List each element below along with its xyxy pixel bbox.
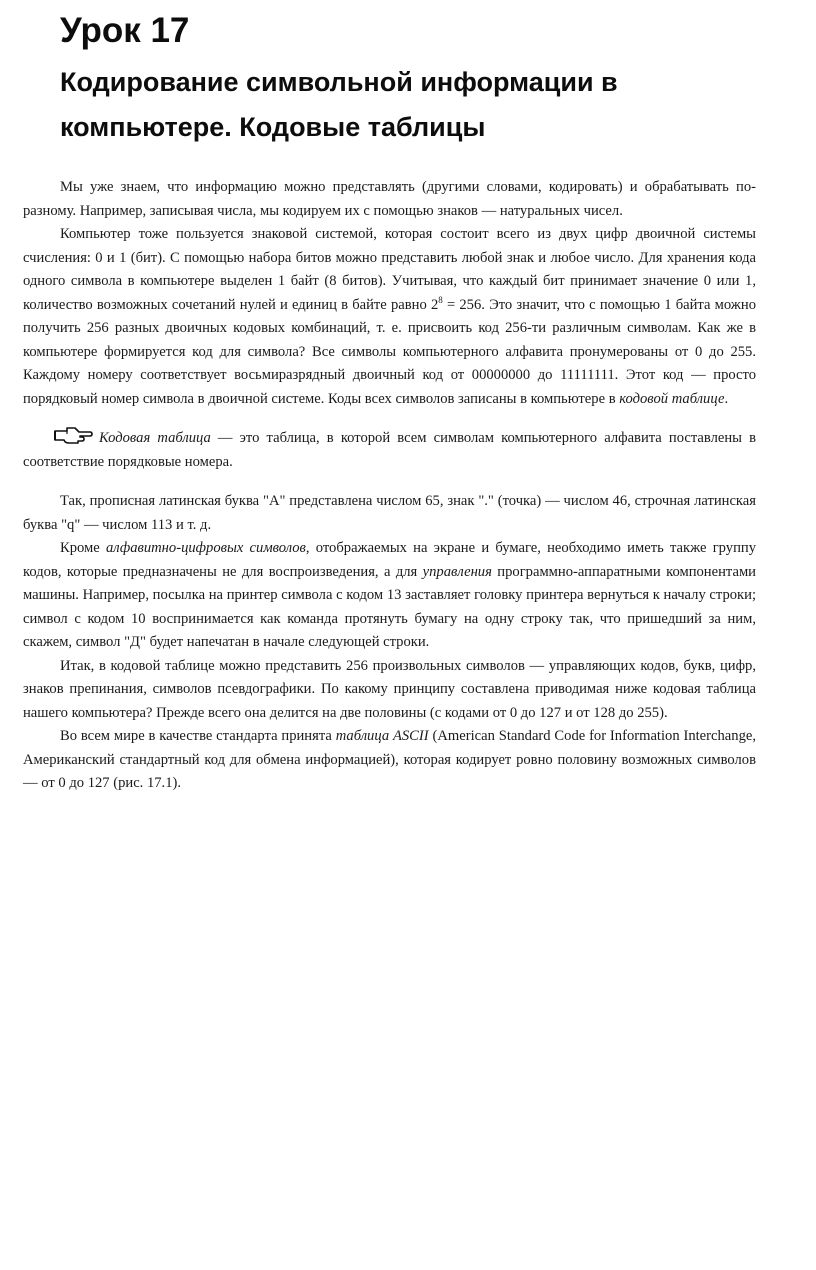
definition-block: [23, 425, 756, 474]
text-fragment: Во всем мире в качестве стандарта принята: [60, 728, 336, 744]
lesson-title: Кодирование символьной информации в компьютере. Кодовые таблицы: [60, 67, 618, 142]
term-control: управления: [422, 563, 492, 580]
text-fragment: , отображаемых на экране и бумаге, необходимо иметь также группу кодов, которые предназначены не для воспроизведения, а для: [23, 540, 756, 580]
text-fragment: = 256. Это значит, что с помощью 1 байта можно получить 256 разных двоичных кодовых комбинаций, т. е. присвоить код 256-ти различным символам. Как же в компьютере формируется код для символа? Все символы компьютерного алфавита пронумерованы от 0 до 255. Каждому номеру соответствует восьмиразрядный двоичный код от 00000000 до 11111111. Этот код — просто порядковый номер символа в двоичной системе. Коды всех символов записаны в компьютере в: [23, 296, 756, 407]
text-fragment: — это таблица, в которой всем символам компьютерного алфавита поставлены в соответствие порядковые номера.: [23, 430, 756, 470]
term-alphanumeric: алфавитно-цифровых символов: [106, 540, 306, 556]
text-fragment: Кроме: [60, 540, 106, 556]
text-fragment: (American Standard Code for Information Interchange, Американский стандартный код для обмена информацией), которая кодирует ровно половину возможных символов — от 0 до 127 (рис. 17.1).: [23, 728, 756, 791]
paragraph-ascii: [23, 725, 756, 796]
paragraph-binary: [23, 223, 756, 411]
term-code-table: кодовой таблице: [619, 390, 725, 407]
paragraph-256-symbols: Итак, в кодовой таблице можно представить 256 произвольных символов — управляющих кодов, букв, цифр, знаков препинания, символов псевдографики. По какому принципу составлена приводимая ниже кодовая таблица нашего компьютера? Прежде всего она делится на две половины (с кодами от 0 до 127 и от 128 до 255).: [23, 657, 756, 721]
text-fragment: .: [724, 390, 729, 407]
paragraph-examples: Так, прописная латинская буква "A" представлена числом 65, знак "." (точка) — числом 46, строчная латинская буква "q" — числом 113 и т. д.: [23, 493, 756, 533]
text-fragment: Компьютер тоже пользуется знаковой системой, которая состоит всего из двух цифр двоичной системы счисления: 0 и 1 (бит). С помощью набора битов можно представить любой знак и любое число. Для хранения кода одного символа в компьютере выделен 1 байт (8 битов). Учитывая, что каждый бит принимает значение 0 или 1, количество возможных сочетаний нулей и единиц в байте равно 2: [23, 226, 756, 313]
text-fragment: программно-аппаратными компонентами машины. Например, посылка на принтер символа с кодом 13 заставляет головку принтера вернуться к началу строки; символ с кодом 10 воспринимается как команда протянуть бумагу на одну строку так, что пришедший за ним, скажем, символ "Д" будет напечатан в начале следующей строки.: [23, 563, 756, 650]
body-text: [23, 176, 756, 796]
paragraph-intro: Мы уже знаем, что информацию можно представлять (другими словами, кодировать) и обрабатывать по-разному. Например, записывая числа, мы кодируем их с помощью знаков — натуральных чисел.: [23, 179, 756, 219]
exponent: 8: [438, 294, 443, 305]
pointing-hand-icon: [53, 425, 93, 445]
lesson-number: Урок 17: [60, 11, 190, 50]
paragraph-control-codes: [23, 537, 756, 655]
term-ascii: таблица ASCII: [335, 728, 429, 744]
term-code-table-definition: Кодовая таблица: [99, 430, 211, 446]
definition-text: [23, 425, 756, 474]
